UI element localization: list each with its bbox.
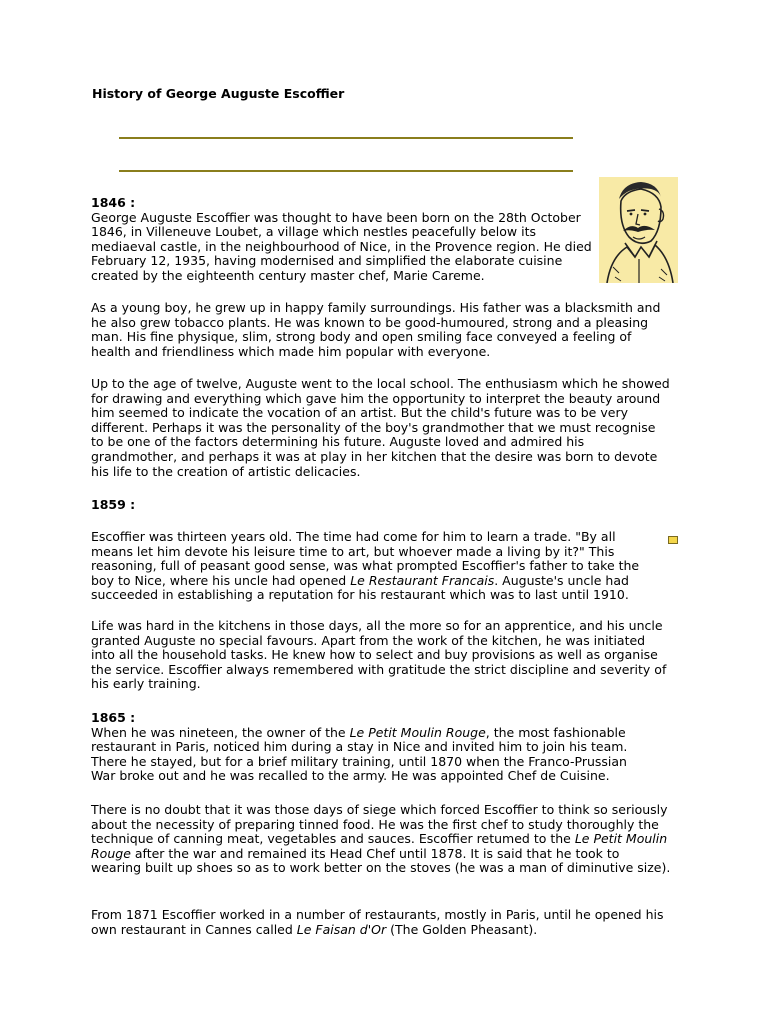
restaurant-name: Le Petit Moulin Rouge xyxy=(91,831,668,861)
paragraph-text: When he was nineteen, the owner of the xyxy=(91,724,350,740)
paragraph xyxy=(91,530,661,603)
portrait-image xyxy=(599,177,678,283)
paragraph-text: From 1871 Escoffier worked in a number of restaurants, mostly in Paris, until he opened his own restaurant in Cannes called xyxy=(91,907,664,937)
paragraph-text: after the war and remained its Head Chef until 1878. It is said that he took to wearing built up shoes so as to work better on the stoves (he was a man of diminutive size). xyxy=(91,845,671,876)
paragraph-text: Escoffier was thirteen years old. The time had come for him to learn a trade. "By all means let him devote his leisure time to art, but whoever made a living by it?" This reasoning, full of peasant good sense, was what prompted Escoffier's father to take the boy to Nice, where his uncle had opened xyxy=(91,529,640,588)
paragraph: George Auguste Escoffier was thought to have been born on the 28th October 1846, in Villeneuve Loubet, a village which nestles peacefully below its mediaeval castle, in the neighbourhood of Nice, in the Provence region. He died February 12, 1935, having modernised and simplified the elaborate cuisine created by the eighteenth century master chef, Marie Careme. xyxy=(91,209,592,283)
horizontal-rule xyxy=(119,137,573,139)
paragraph-text: . Auguste's uncle had succeeded in establishing a reputation for his restaurant which was to last until 1910. xyxy=(91,572,629,603)
restaurant-name: Le Petit Moulin Rouge xyxy=(349,724,486,740)
year-heading: 1865 : xyxy=(91,710,136,725)
paragraph: Up to the age of twelve, Auguste went to the local school. The enthusiasm which he showed for drawing and everything which gave him the opportunity to interpret the beauty around him seemed to indicate the vocation of an artist. But the child's future was to be very different. Perhaps it was the personality of the boy's grandmother that we must recognise to be one of the factors determining his future. Auguste loved and admired his grandmother, and perhaps it was at play in her kitchen that the desire was born to devote his life to the creation of artistic delicacies. xyxy=(91,376,670,479)
year-heading: 1846 : xyxy=(91,195,136,210)
edit-marker-icon[interactable] xyxy=(668,536,678,544)
paragraph xyxy=(91,803,671,876)
restaurant-name: Le Faisan d'Or xyxy=(296,921,387,937)
horizontal-rule xyxy=(119,170,573,172)
paragraph-text: (The Golden Pheasant). xyxy=(386,921,538,937)
escoffier-portrait-icon xyxy=(599,177,678,283)
section-1846 xyxy=(91,196,601,284)
paragraph-text: , the most fashionable restaurant in Paris, noticed him during a stay in Nice and invited him to join his team. There he stayed, but for a brief military training, until 1870 when the Franco-Prussian War broke out and he was recalled to the army. He was appointed Chef de Cuisine. xyxy=(91,724,628,784)
page-title: History of George Auguste Escoffier xyxy=(92,86,345,101)
paragraph: As a young boy, he grew up in happy family surroundings. His father was a blacksmith and he also grew tobacco plants. He was known to be good-humoured, strong and a pleasing man. His fine physique, slim, strong body and open smiling face conveyed a feeling of health and friendliness which made him popular with everyone. xyxy=(91,300,661,359)
paragraph-text: There is no doubt that it was those days of siege which forced Escoffier to think so seriously about the necessity of preparing tinned food. He was the first chef to study thoroughly the technique of canning meat, vegetables and sauces. Escoffier retumed to the xyxy=(91,802,668,847)
section-1865 xyxy=(91,711,651,784)
paragraph: Life was hard in the kitchens in those days, all the more so for an apprentice, and his uncle granted Auguste no special favours. Apart from the work of the kitchen, he was initiated into all the household tasks. He knew how to select and buy provisions as well as organise the service. Escoffier always remembered with gratitude the strict discipline and severity of his early training. xyxy=(91,618,667,692)
restaurant-name: Le Restaurant Francais xyxy=(350,572,495,588)
paragraph xyxy=(91,908,671,937)
year-heading: 1859 : xyxy=(91,497,136,512)
